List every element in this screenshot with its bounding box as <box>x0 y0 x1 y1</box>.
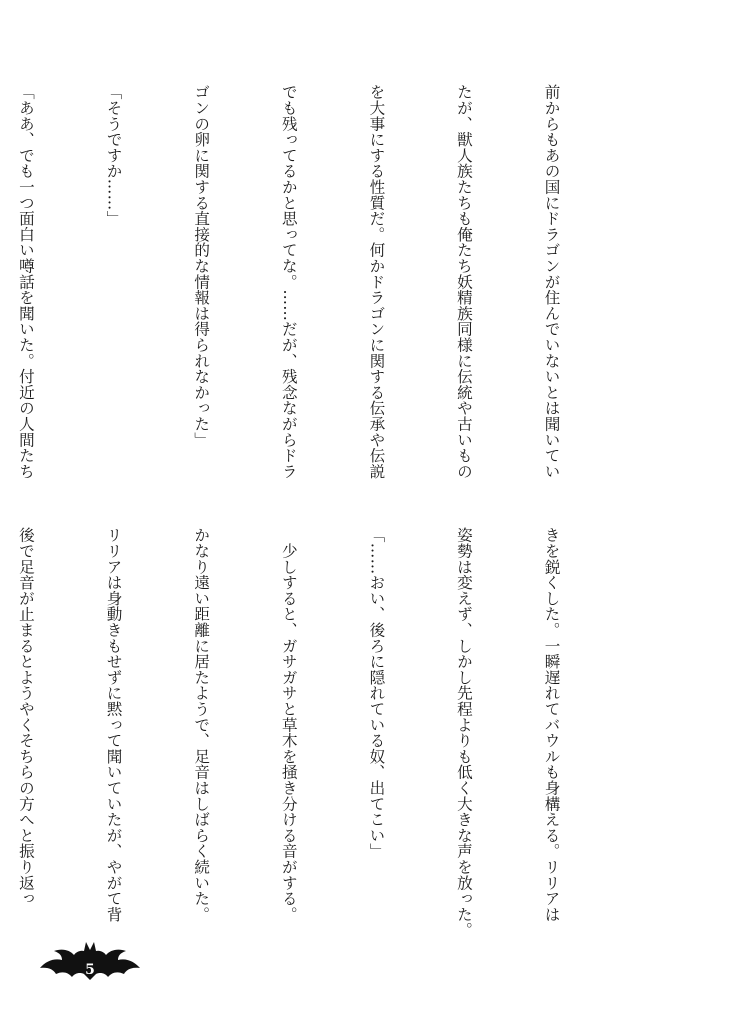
text-line: たが、獣人族たちも俺たち妖精族同様に伝統や古いもの <box>454 84 473 479</box>
text-line: 少しすると、ガサガサと草木を掻き分ける音がする。 <box>279 527 298 922</box>
text-line: でも残ってるかと思ってな。……だが、残念ながらドラ <box>279 84 298 479</box>
text-line: を大事にする性質だ。何かドラゴンに関する伝承や伝説 <box>367 84 386 479</box>
text-block-top <box>0 84 624 504</box>
text-line: 「そうですか……」 <box>104 84 123 227</box>
page-number: 5 <box>85 962 95 978</box>
text-line: 「……おい、後ろに隠れている奴、出てこい」 <box>367 527 386 859</box>
text-block-bottom <box>0 527 624 947</box>
text-line: かなり遠い距離に居たようで、足音はしばらく続いた。 <box>192 527 211 922</box>
text-line: 前からもあの国にドラゴンが住んでいないとは聞いてい <box>542 84 561 479</box>
text-line: きを鋭くした。一瞬遅れてバウルも身構える。リリアは <box>542 527 561 922</box>
text-line: リリアは身動きもせずに黙って聞いていたが、やがて背 <box>104 527 123 922</box>
text-line: 後で足音が止まるとようやくそちらの方へと振り返っ <box>16 527 35 907</box>
text-line: 「ああ、でも一つ面白い噂話を聞いた。付近の人間たち <box>16 84 35 479</box>
text-line: 姿勢は変えず、しかし先程よりも低く大きな声を放った。 <box>454 527 473 938</box>
text-line: ゴンの卵に関する直接的な情報は得られなかった」 <box>192 84 211 448</box>
